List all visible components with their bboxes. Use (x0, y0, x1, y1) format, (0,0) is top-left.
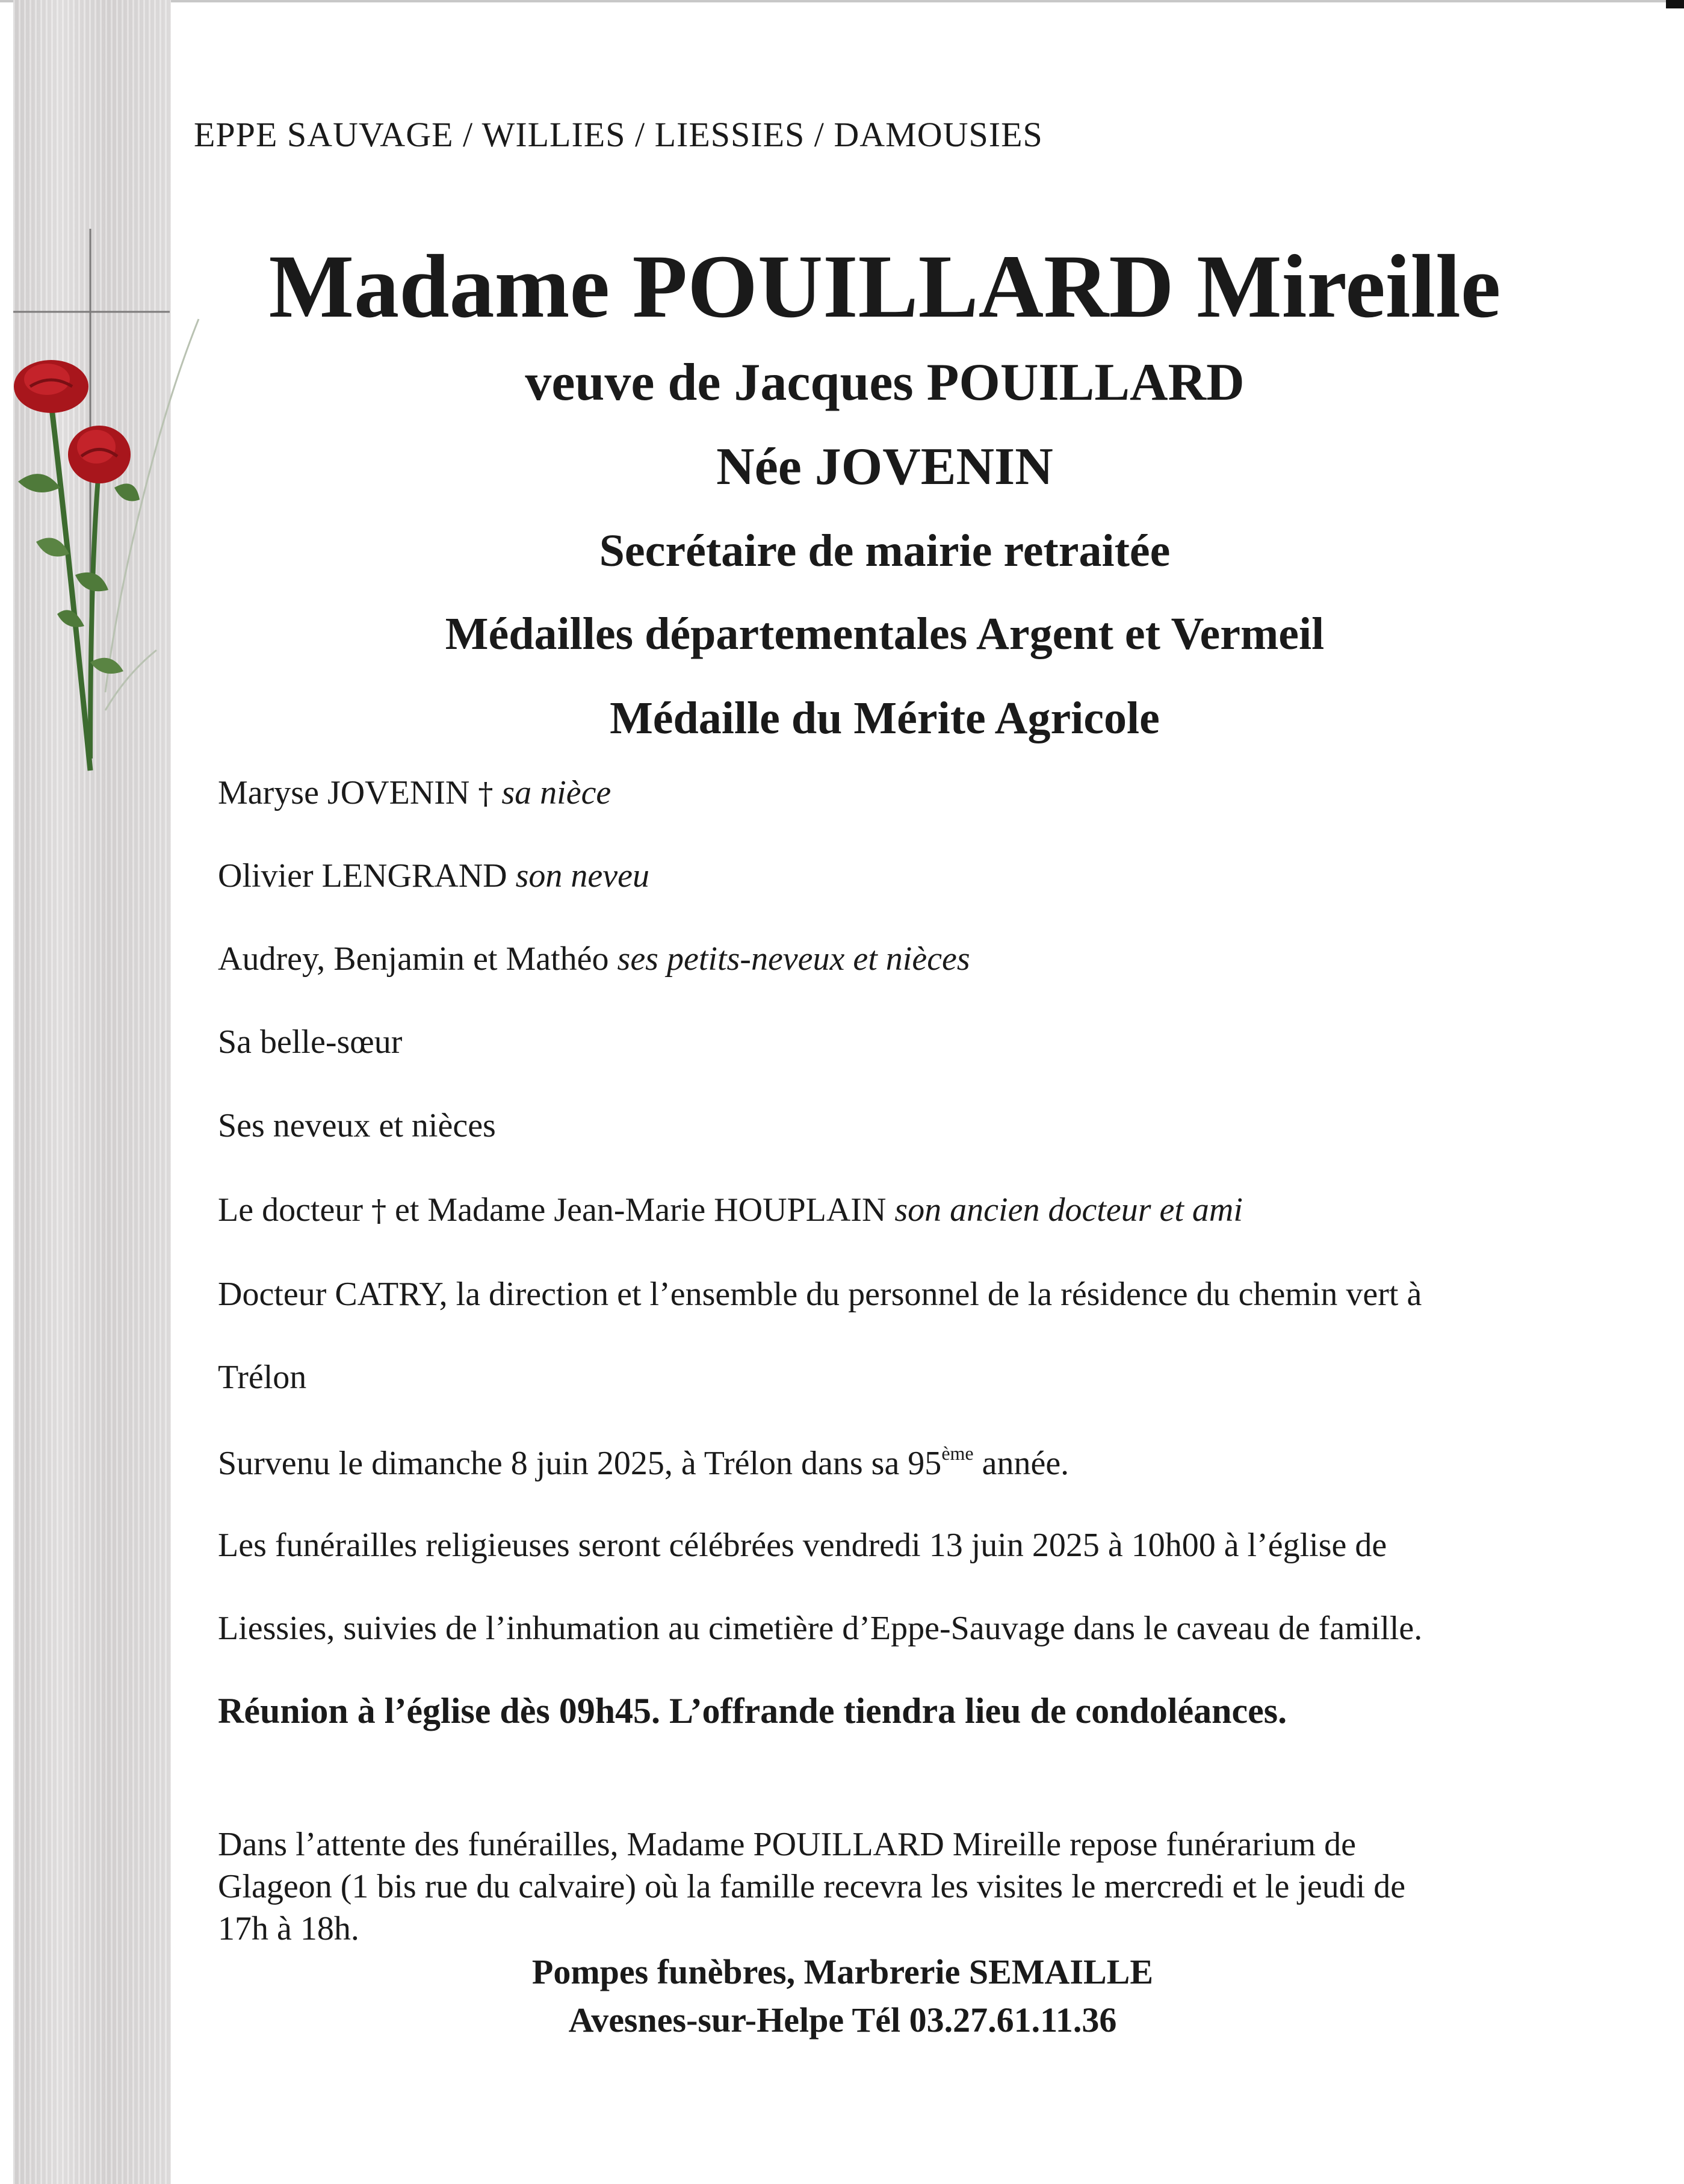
family-member-name: Sa belle-sœur (218, 1023, 403, 1061)
care-staff-line-cont: Trélon (218, 1359, 307, 1396)
visit-info: Dans l’attente des funérailles, Madame POUILLARD Mireille repose funérarium de (218, 1826, 1356, 1863)
deceased-name: Madame POUILLARD Mireille (268, 237, 1501, 337)
medal-agricultural: Médaille du Mérite Agricole (610, 693, 1160, 743)
family-line (218, 1023, 402, 1061)
family-line (218, 774, 611, 812)
funeral-details-cont: Liessies, suivies de l’inhumation au cimetière d’Eppe-Sauvage dans le caveau de famille. (218, 1610, 1423, 1647)
family-member-name: et Madame Jean-Marie HOUPLAIN (394, 1191, 887, 1229)
maiden-name: Née JOVENIN (716, 438, 1053, 496)
family-member-name: Ses neveux et nièces (218, 1107, 496, 1144)
family-line (218, 857, 649, 895)
ordinal-suffix: ème (941, 1442, 974, 1464)
localities-header: EPPE SAUVAGE / WILLIES / LIESSIES / DAMOUSIES (194, 115, 1043, 154)
death-announcement (218, 1442, 1069, 1483)
rose-icon (14, 360, 140, 771)
scan-top-edge (0, 0, 1684, 2)
family-relation: son ancien docteur et ami (894, 1191, 1243, 1229)
family-relation: ses petits-neveux et nièces (617, 940, 970, 978)
meeting-notice: Réunion à l’église dès 09h45. L’offrande tiendra lieu de condoléances. (218, 1691, 1287, 1731)
family-member-name: Audrey, Benjamin et Mathéo (218, 940, 609, 978)
family-line (218, 1191, 1243, 1229)
funeral-details: Les funérailles religieuses seront célébrées vendredi 13 juin 2025 à 10h00 à l’église de (218, 1527, 1387, 1564)
medal-departmental: Médailles départementales Argent et Vermeil (445, 609, 1325, 659)
family-line (218, 940, 970, 978)
scan-corner-mark (1666, 0, 1684, 8)
family-member-name: Olivier LENGRAND (218, 857, 507, 895)
widow-of: veuve de Jacques POUILLARD (525, 353, 1245, 412)
funeral-home-contact: Avesnes-sur-Helpe Tél 03.27.61.11.36 (568, 2000, 1117, 2040)
death-text-end: année. (973, 1445, 1070, 1482)
family-relation: son neveu (515, 857, 649, 895)
visit-info-cont: Glageon (1 bis rue du calvaire) où la famille recevra les visites le mercredi et le jeudi de (218, 1868, 1406, 1905)
occupation: Secrétaire de mairie retraitée (599, 526, 1171, 576)
dagger-icon: † (478, 776, 494, 811)
family-relation: sa nièce (501, 774, 611, 811)
family-line (218, 1106, 496, 1145)
family-member-name: Le docteur (218, 1191, 363, 1229)
visit-info-hours: 17h à 18h. (218, 1910, 359, 1947)
care-staff-line: Docteur CATRY, la direction et l’ensemble du personnel de la résidence du chemin vert à (218, 1276, 1422, 1313)
death-text: Survenu le dimanche 8 juin 2025, à Trélon dans sa 95 (218, 1445, 942, 1482)
family-member-name: Maryse JOVENIN (218, 774, 470, 811)
dagger-icon: † (371, 1193, 386, 1228)
funeral-home-name: Pompes funèbres, Marbrerie SEMAILLE (531, 1952, 1154, 1991)
